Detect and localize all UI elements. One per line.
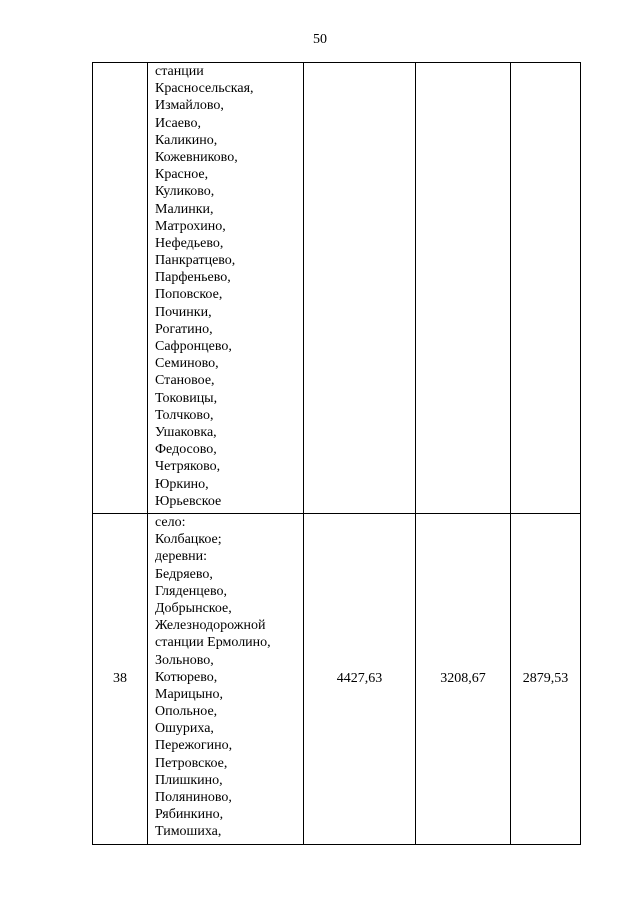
settlement-list-cell	[148, 514, 304, 845]
settlement-name: Исаево,	[155, 115, 201, 131]
settlement-name: Кожевниково,	[155, 149, 238, 165]
settlement-name: деревни:	[155, 549, 208, 565]
page-number: 50	[313, 32, 327, 47]
table-row	[93, 63, 581, 514]
settlement-name: Опольное,	[155, 704, 218, 720]
settlement-name: Панкратцево,	[155, 253, 236, 269]
row-number-cell	[93, 63, 148, 514]
settlement-name: Рогатино,	[155, 321, 213, 337]
settlement-name: Поповское,	[155, 287, 223, 303]
settlement-name: Федосово,	[155, 442, 217, 458]
row-number-cell: 38	[93, 514, 148, 845]
settlement-name: Бедряево,	[155, 566, 213, 582]
settlement-name: Ушаковка,	[155, 424, 217, 440]
settlement-name: Юркино,	[155, 476, 209, 492]
settlement-name: Красносельская,	[155, 81, 254, 97]
settlement-name: Становое,	[155, 373, 215, 389]
settlement-name: Рябинкино,	[155, 807, 224, 823]
settlement-name: Добрынское,	[155, 600, 232, 616]
tariff-table	[92, 62, 581, 845]
settlement-name: Токовицы,	[155, 390, 218, 406]
table-row	[93, 514, 581, 845]
settlement-name: Пережогино,	[155, 738, 233, 754]
settlement-list	[155, 514, 299, 841]
settlement-name: Тимошиха,	[155, 824, 222, 840]
settlement-list-cell	[148, 63, 304, 514]
settlement-name: Сафронцево,	[155, 339, 232, 354]
settlement-name: Юрьевское	[155, 493, 222, 509]
settlement-name: Котюрево,	[155, 669, 218, 685]
settlement-name: Красное,	[155, 167, 209, 183]
value-cell-1: 4427,63	[304, 514, 416, 845]
settlement-name: Зольново,	[155, 652, 214, 668]
settlement-name: Поляниново,	[155, 790, 232, 805]
settlement-name: Каликино,	[155, 132, 218, 148]
value-cell-2: 3208,67	[416, 514, 511, 845]
settlement-name: Марицыно,	[155, 686, 224, 702]
value-cell-1	[304, 63, 416, 514]
settlement-name: Петровское,	[155, 755, 228, 771]
settlement-name: Матрохино,	[155, 218, 226, 234]
settlement-name: Измайлово,	[155, 98, 224, 114]
settlement-name: Нефедьево,	[155, 235, 224, 251]
value-cell-2	[416, 63, 511, 514]
settlement-name: Толчково,	[155, 407, 214, 423]
settlement-name: Ошуриха,	[155, 721, 214, 737]
settlement-name: Починки,	[155, 304, 212, 320]
settlement-name: станции	[155, 64, 204, 79]
settlement-name: Малинки,	[155, 201, 214, 217]
value-cell-3: 2879,53	[511, 514, 581, 845]
settlement-name: станции Ермолино,	[155, 635, 271, 651]
settlement-name: Семиново,	[155, 356, 219, 372]
settlement-name: село:	[155, 515, 186, 530]
settlement-name: Куликово,	[155, 184, 215, 200]
settlement-name: Четряково,	[155, 459, 221, 475]
settlement-name: Парфеньево,	[155, 270, 231, 286]
settlement-name: Железнодорожной	[155, 618, 266, 634]
settlement-list	[155, 63, 299, 510]
value-cell-3	[511, 63, 581, 514]
settlement-name: Плишкино,	[155, 772, 223, 788]
settlement-name: Гляденцево,	[155, 583, 228, 599]
settlement-name: Колбацкое;	[155, 532, 222, 548]
